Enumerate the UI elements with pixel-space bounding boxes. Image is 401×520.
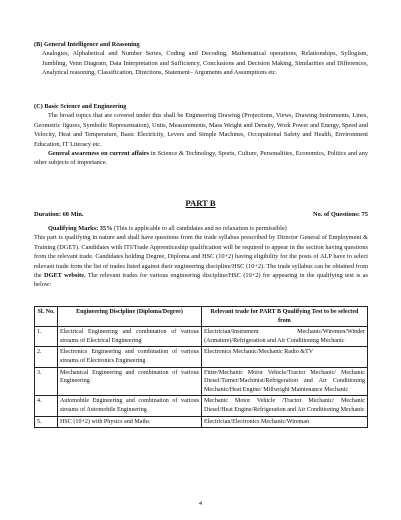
table-row: [35, 396, 368, 416]
row-sl: 3.: [35, 367, 58, 396]
header-trade: Relevant trade for PART B Qualifying Test to be selected from: [202, 307, 368, 327]
description-end-text: The relevant trades for various engineering discipline/HSC (10+2) for appearing in the qualifying test is as below:: [34, 272, 368, 289]
part-b-title: PART B: [185, 198, 216, 208]
row-trade: Electronics Mechanic/Mechanic Radio &TV: [202, 347, 368, 367]
section-general-intelligence: [34, 40, 368, 78]
row-discipline: HSC (10+2) with Physics and Maths: [58, 416, 202, 428]
description-paragraph: [34, 233, 368, 289]
trade-table: [34, 306, 368, 428]
row-sl: 1.: [35, 327, 58, 347]
description-text: This part is qualifying in nature and shall have questions from the trade syllabus prescribed by Director General of Employment & Training (DGET). Candidates with ITI/Trade Apprenticeship qualification will be required to appear in the section having questions from the relevant trade. Candidates holding Degree, Diploma and HSC (10+2) having eligibility for the posts of ALP have to select relevant trade from the list of trades listed against their engineering discipline/HSC (10+2). The trade syllabus can be obtained from the: [34, 234, 368, 280]
qualifying-marks-lead: Qualifying Marks: 35%: [48, 225, 113, 232]
table-header-row: [35, 307, 368, 327]
section-heading: (C) Basic Science and Engineering: [34, 103, 127, 110]
table-row: [35, 367, 368, 396]
table-row: [35, 327, 368, 347]
page-number: 4: [198, 500, 203, 507]
row-discipline: Mechanical Engineering and combination of various Engineering: [58, 367, 202, 396]
section-body: Analogies, Alphabetical and Number Series, Coding and Decoding, Mathematical operations, Relationships, Syllogism, Jumbling, Venn Diagram, Data Interpretation and Sufficiency, Conclusions and Decision Making, Similarities and Differences, Analytical reasoning, Classification, Directions, Statement– Arguments and Assumptions etc.: [42, 50, 368, 77]
questions-label: No. of Questions: 75: [312, 211, 368, 218]
qualifying-marks-note: (This is applicable to all candidates and no relaxation is permissible): [112, 225, 287, 232]
header-discipline: Engineering Discipline (Diploma/Degree): [58, 307, 202, 327]
section-heading: (B) General Intelligence and Reasoning: [34, 41, 140, 48]
row-trade: Electrician/Electronics Mechanic/Wireman: [202, 416, 368, 428]
section-basic-science: [34, 102, 368, 168]
general-awareness-body: in Science & Technology, Sports, Culture, Personalities, Economics, Politics and any other subjects of importance.: [34, 150, 368, 167]
header-sl-no: Sl. No.: [35, 307, 58, 327]
row-trade: Fitter/Mechanic Motor Vehicle/Tractor Mechanic/ Mechanic Diesel/Turner/Machinist/Refrigeration and Air Conditioning Mechanic/Heat Engine/ Millwright Maintenance Mechanic: [202, 367, 368, 396]
duration-row: [34, 211, 368, 218]
row-sl: 4.: [35, 396, 58, 416]
row-trade: Mechanic Motor Vehicle /Tractor Mechanic/ Mechanic Diesel/Heat Engine/Refrigeration and Air Conditioning Mechanic: [202, 396, 368, 416]
table-row: [35, 416, 368, 428]
dget-website-text: DGET website.: [44, 272, 86, 280]
section-body: The broad topics that are covered under this shall be Engineering Drawing (Projections, Views, Drawing Instruments, Lines, Geometric figures, Symbolic Representation), Units, Measurements, Mass Weight and Density, Work Power and Energy, Speed and Velocity, Heat and Temperature, Basic Electricity, Levers and Simple Machines, Occupational Safety and Health, Environment Education, IT Literacy etc.: [34, 112, 368, 148]
row-sl: 2.: [35, 347, 58, 367]
row-discipline: Electronics Engineering and combination of various streams of Electronics Engineering: [58, 347, 202, 367]
row-trade: Electrician/Instrument Mechanic/Wiremen/Winder (Armature)/Refrigeration and Air Conditioning Mechanic: [202, 327, 368, 347]
part-b-description: [34, 224, 368, 290]
duration-label: Duration: 60 Min.: [34, 211, 84, 218]
general-awareness-paragraph: [34, 149, 368, 168]
general-awareness-lead: General awareness on current affairs: [48, 150, 149, 158]
row-discipline: Electrical Engineering and combination of various streams of Electrical Engineering: [58, 327, 202, 347]
row-discipline: Automobile Engineering and combination of various streams of Automobile Engineering: [58, 396, 202, 416]
qualifying-marks-line: [34, 224, 368, 233]
row-sl: 5.: [35, 416, 58, 428]
table-row: [35, 347, 368, 367]
